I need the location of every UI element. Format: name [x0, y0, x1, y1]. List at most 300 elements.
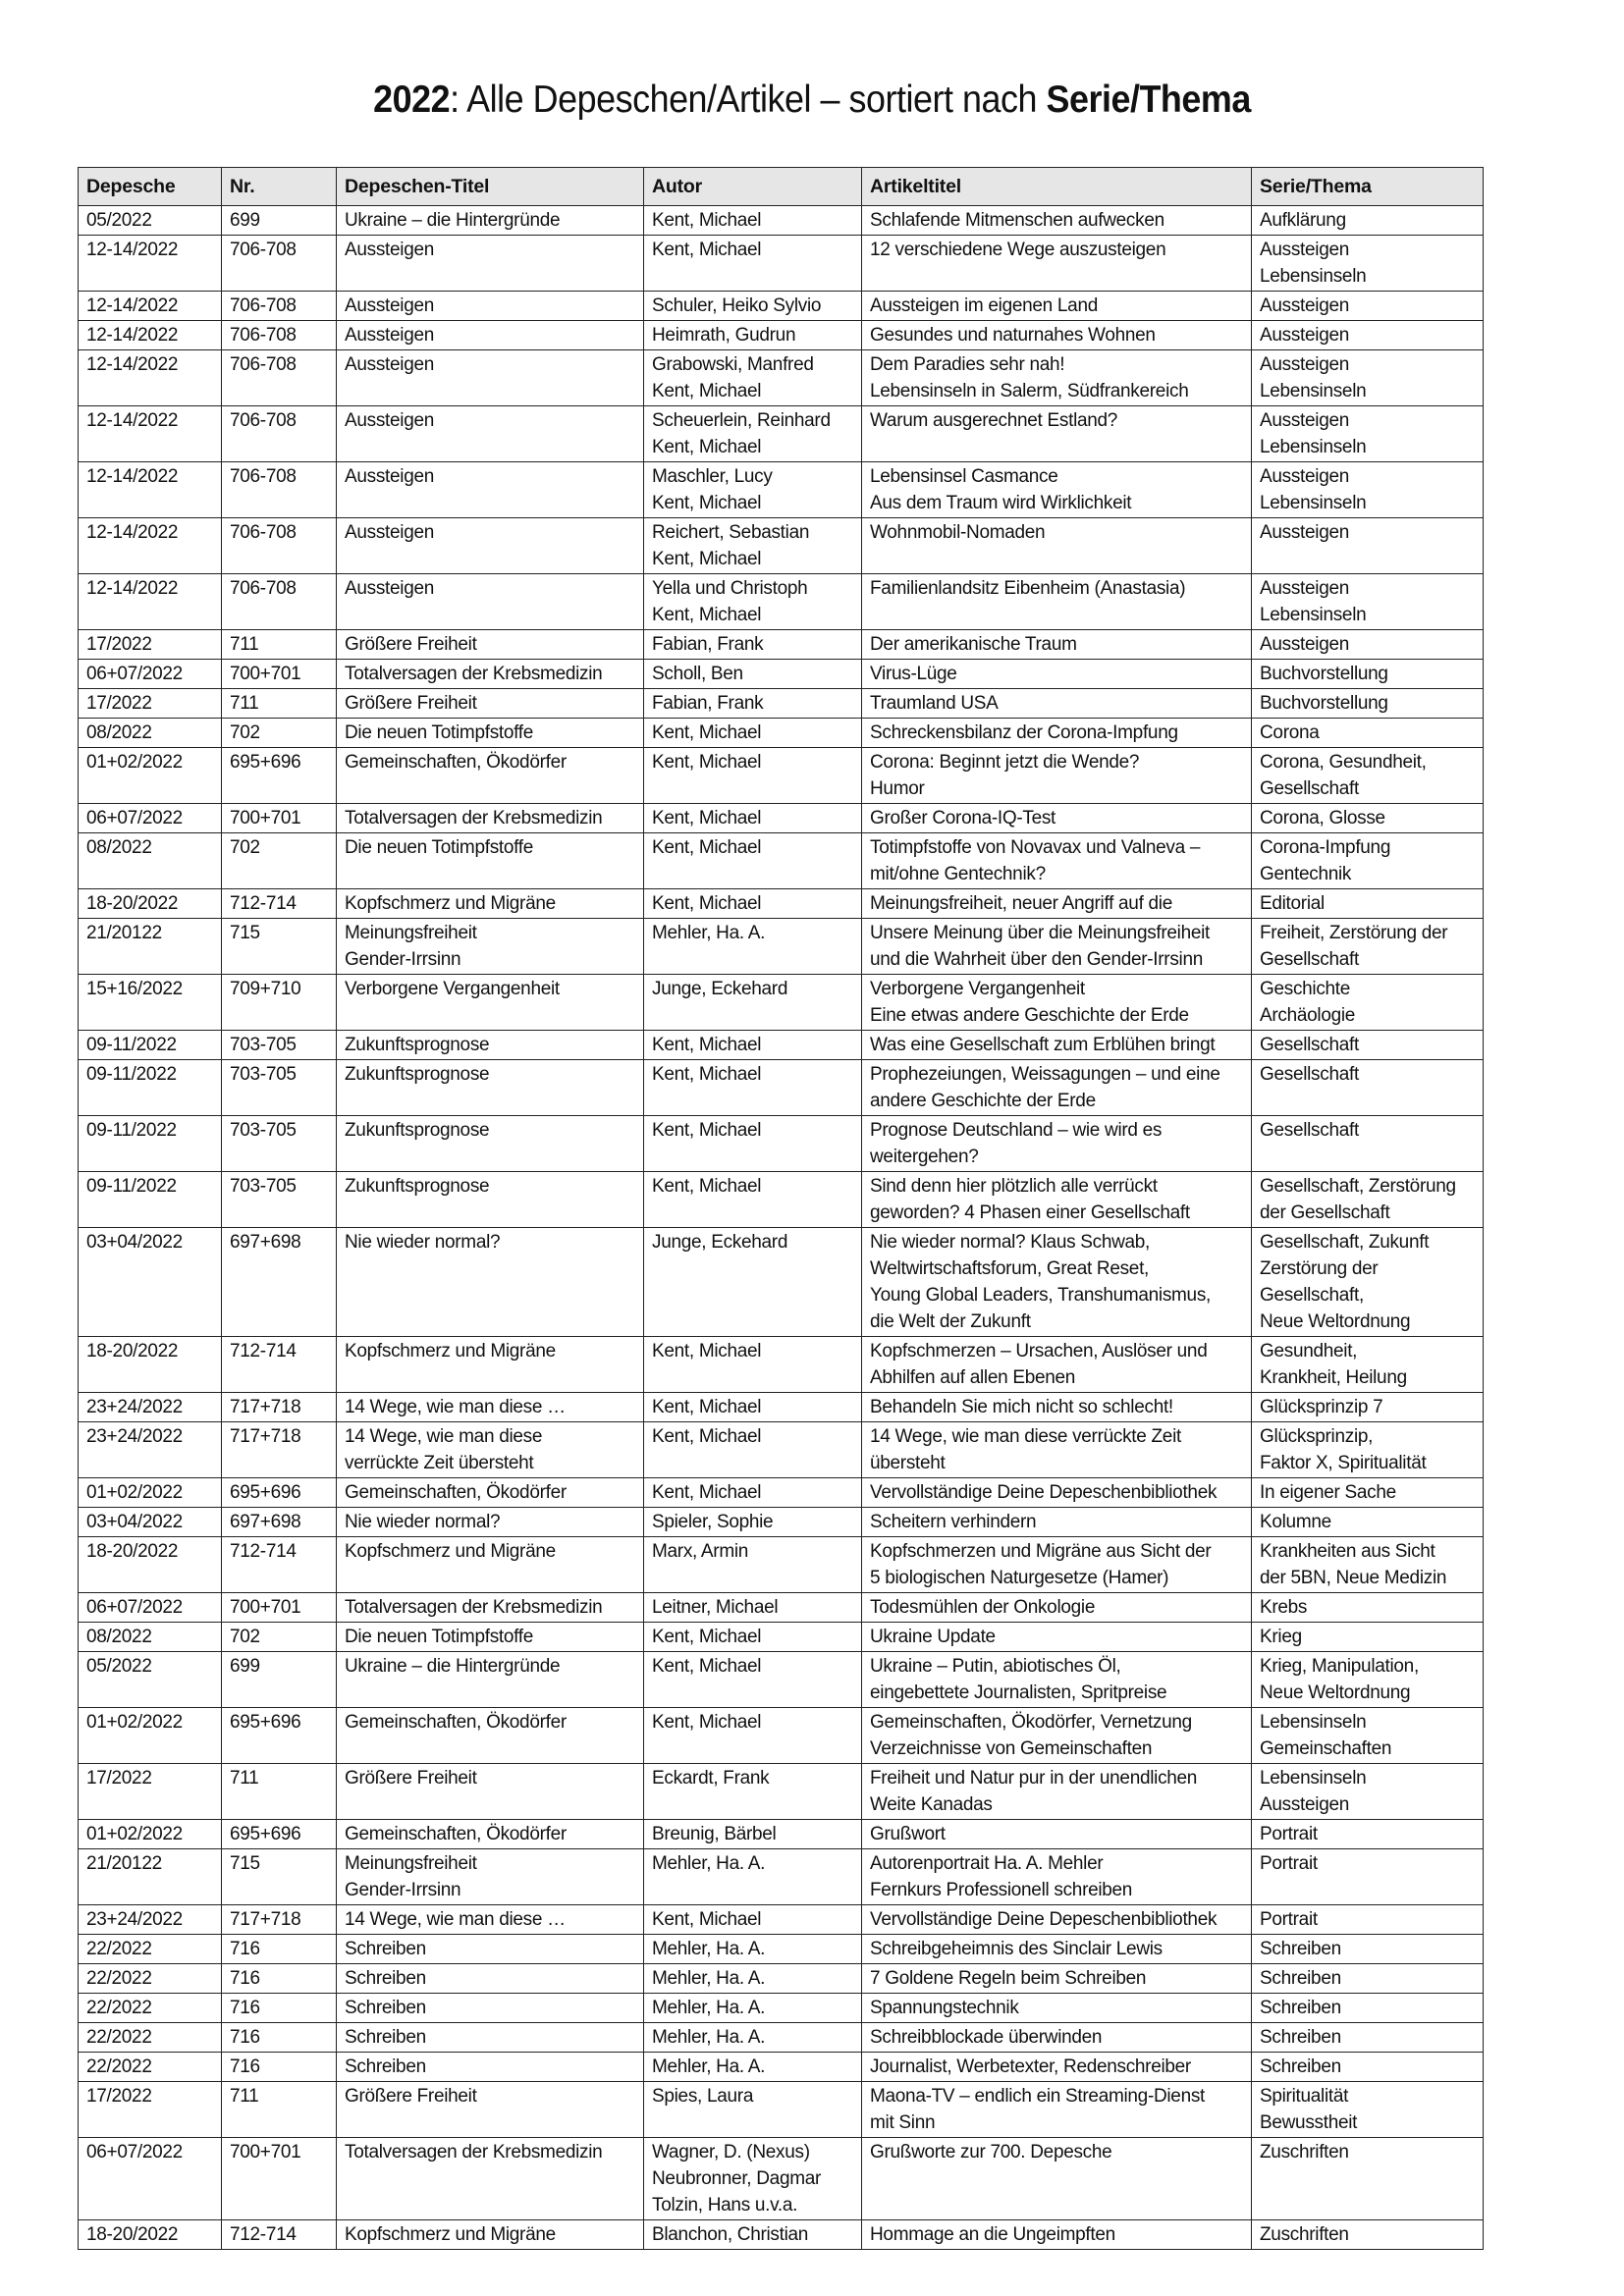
cell-line: 18-20/2022: [86, 1341, 179, 1362]
cell-line: Eine etwas andere Geschichte der Erde: [870, 1005, 1189, 1026]
cell-autor: [644, 1708, 862, 1764]
cell-depesche: [79, 919, 222, 975]
table-row: [79, 1905, 1484, 1935]
cell-depeschen-titel: [337, 689, 644, 719]
cell-line: 716: [230, 1968, 260, 1989]
cell-line: Zuschriften: [1260, 2224, 1349, 2245]
cell-autor: [644, 1849, 862, 1905]
cell-depesche: [79, 1905, 222, 1935]
cell-artikeltitel: [862, 206, 1252, 236]
cell-line: Spies, Laura: [652, 2086, 754, 2107]
table-row: [79, 889, 1484, 919]
cell-line: 12-14/2022: [86, 522, 179, 543]
cell-line: 08/2022: [86, 1627, 152, 1647]
cell-line: Mehler, Ha. A.: [652, 2027, 766, 2048]
cell-serie-thema: [1252, 1393, 1484, 1422]
cell-depeschen-titel: [337, 350, 644, 406]
cell-artikeltitel: [862, 748, 1252, 804]
cell-autor: [644, 1652, 862, 1708]
cell-depesche: [79, 518, 222, 574]
cell-serie-thema: [1252, 1031, 1484, 1060]
cell-line: Editorial: [1260, 893, 1325, 914]
cell-autor: [644, 1393, 862, 1422]
cell-line: Kent, Michael: [652, 1120, 762, 1141]
cell-autor: [644, 1172, 862, 1228]
cell-nr: [222, 1060, 337, 1116]
cell-line: Gesellschaft,: [1260, 1285, 1364, 1306]
cell-line: Schreiben: [1260, 1968, 1341, 1989]
table-row: [79, 2220, 1484, 2250]
cell-line: Kent, Michael: [652, 1035, 762, 1055]
cell-line: Traumland USA: [870, 693, 999, 714]
cell-autor: [644, 719, 862, 748]
cell-artikeltitel: [862, 660, 1252, 689]
cell-line: Schreiben: [345, 2027, 426, 2048]
cell-line: Gemeinschaften, Ökodörfer: [345, 752, 567, 773]
cell-line: 09-11/2022: [86, 1064, 177, 1085]
cell-autor: [644, 919, 862, 975]
cell-line: Gemeinschaften: [1260, 1738, 1392, 1759]
table-header-row: [79, 168, 1484, 206]
cell-nr: [222, 2220, 337, 2250]
cell-line: Gesellschaft: [1260, 1120, 1359, 1141]
cell-autor: [644, 2138, 862, 2220]
cell-depeschen-titel: [337, 1994, 644, 2023]
cell-line: Lebensinseln: [1260, 493, 1367, 513]
table-row: [79, 406, 1484, 462]
title-middle: : Alle Depeschen/Artikel – sortiert nach: [450, 79, 1047, 121]
cell-line: Corona: [1260, 722, 1320, 743]
cell-line: Fernkurs Professionell schreiben: [870, 1880, 1133, 1900]
cell-line: Gesundheit,: [1260, 1341, 1358, 1362]
cell-line: Schreibblockade überwinden: [870, 2027, 1103, 2048]
cell-autor: [644, 1935, 862, 1964]
cell-line: Kent, Michael: [652, 1627, 762, 1647]
cell-autor: [644, 689, 862, 719]
cell-line: mit Sinn: [870, 2112, 936, 2133]
cell-line: Aussteigen: [345, 295, 435, 316]
articles-table: [78, 167, 1484, 2250]
cell-depeschen-titel: [337, 1060, 644, 1116]
cell-depeschen-titel: [337, 1508, 644, 1537]
table-row: [79, 833, 1484, 889]
cell-depesche: [79, 1994, 222, 2023]
cell-line: Breunig, Bärbel: [652, 1824, 777, 1844]
cell-depeschen-titel: [337, 748, 644, 804]
cell-line: Schlafende Mitmenschen aufwecken: [870, 210, 1164, 231]
cell-line: Spiritualität: [1260, 2086, 1349, 2107]
cell-line: Gesellschaft: [1260, 778, 1359, 799]
cell-artikeltitel: [862, 1172, 1252, 1228]
cell-nr: [222, 748, 337, 804]
cell-line: Maschler, Lucy: [652, 466, 773, 487]
cell-depesche: [79, 1228, 222, 1337]
cell-depeschen-titel: [337, 889, 644, 919]
cell-artikeltitel: [862, 919, 1252, 975]
cell-line: Nie wieder normal?: [345, 1512, 501, 1532]
cell-autor: [644, 350, 862, 406]
table-row: [79, 292, 1484, 321]
cell-line: 700+701: [230, 2142, 301, 2163]
cell-line: Glücksprinzip,: [1260, 1426, 1374, 1447]
cell-line: Totalversagen der Krebsmedizin: [345, 664, 603, 684]
cell-line: Grußworte zur 700. Depesche: [870, 2142, 1112, 2163]
cell-line: Kent, Michael: [652, 1426, 762, 1447]
cell-depesche: [79, 1393, 222, 1422]
cell-autor: [644, 1764, 862, 1820]
cell-line: Meinungsfreiheit, neuer Angriff auf die: [870, 893, 1172, 914]
cell-depesche: [79, 1060, 222, 1116]
cell-serie-thema: [1252, 406, 1484, 462]
header-depesche: Depesche: [79, 168, 222, 206]
cell-artikeltitel: [862, 1820, 1252, 1849]
cell-line: Fabian, Frank: [652, 634, 764, 655]
cell-artikeltitel: [862, 2053, 1252, 2082]
cell-line: Größere Freiheit: [345, 1768, 477, 1789]
cell-line: 715: [230, 1853, 260, 1874]
table-row: [79, 1935, 1484, 1964]
cell-serie-thema: [1252, 1508, 1484, 1537]
table-row: [79, 321, 1484, 350]
cell-line: 23+24/2022: [86, 1397, 183, 1417]
cell-line: Gemeinschaften, Ökodörfer: [345, 1712, 567, 1733]
cell-line: 703-705: [230, 1064, 297, 1085]
cell-line: 09-11/2022: [86, 1176, 177, 1197]
cell-autor: [644, 748, 862, 804]
cell-nr: [222, 292, 337, 321]
cell-line: Kent, Michael: [652, 893, 762, 914]
cell-line: Gesellschaft: [1260, 1035, 1359, 1055]
cell-artikeltitel: [862, 1905, 1252, 1935]
cell-serie-thema: [1252, 292, 1484, 321]
cell-line: Lebensinseln in Salerm, Südfrankereich: [870, 381, 1189, 401]
cell-line: Warum ausgerechnet Estland?: [870, 410, 1118, 431]
cell-serie-thema: [1252, 1593, 1484, 1623]
table-row: [79, 1537, 1484, 1593]
cell-line: Archäologie: [1260, 1005, 1356, 1026]
cell-depesche: [79, 804, 222, 833]
cell-line: 703-705: [230, 1176, 297, 1197]
cell-autor: [644, 1228, 862, 1337]
cell-serie-thema: [1252, 804, 1484, 833]
table-row: [79, 1708, 1484, 1764]
cell-artikeltitel: [862, 1393, 1252, 1422]
cell-line: 716: [230, 1998, 260, 2018]
cell-line: 22/2022: [86, 1998, 152, 2018]
cell-line: 22/2022: [86, 1939, 152, 1959]
cell-depeschen-titel: [337, 1422, 644, 1478]
cell-depeschen-titel: [337, 1764, 644, 1820]
cell-artikeltitel: [862, 2220, 1252, 2250]
cell-depeschen-titel: [337, 2023, 644, 2053]
cell-serie-thema: [1252, 1116, 1484, 1172]
cell-line: 17/2022: [86, 634, 152, 655]
cell-line: 717+718: [230, 1909, 301, 1930]
cell-line: Schreiben: [1260, 2027, 1341, 2048]
cell-depesche: [79, 1764, 222, 1820]
table-row: [79, 350, 1484, 406]
cell-line: Gesellschaft: [1260, 1064, 1359, 1085]
table-row: [79, 2082, 1484, 2138]
cell-line: Schreibgeheimnis des Sinclair Lewis: [870, 1939, 1163, 1959]
cell-nr: [222, 1764, 337, 1820]
cell-artikeltitel: [862, 2082, 1252, 2138]
cell-depesche: [79, 630, 222, 660]
cell-nr: [222, 689, 337, 719]
cell-depeschen-titel: [337, 236, 644, 292]
cell-line: Gesellschaft, Zukunft: [1260, 1232, 1430, 1253]
cell-nr: [222, 462, 337, 518]
table-row: [79, 1623, 1484, 1652]
cell-serie-thema: [1252, 1652, 1484, 1708]
cell-line: Gemeinschaften, Ökodörfer: [345, 1482, 567, 1503]
cell-line: Aussteigen im eigenen Land: [870, 295, 1098, 316]
cell-line: Die neuen Totimpfstoffe: [345, 837, 534, 858]
cell-line: Meinungsfreiheit: [345, 923, 477, 943]
cell-line: Corona-Impfung: [1260, 837, 1391, 858]
table-row: [79, 1228, 1484, 1337]
cell-line: Schreiben: [345, 2056, 426, 2077]
cell-line: Leitner, Michael: [652, 1597, 779, 1618]
cell-line: Abhilfen auf allen Ebenen: [870, 1367, 1076, 1388]
table-row: [79, 236, 1484, 292]
table-row: [79, 518, 1484, 574]
cell-line: Maona-TV – endlich ein Streaming-Dienst: [870, 2086, 1206, 2107]
table-row: [79, 1031, 1484, 1060]
table-row: [79, 975, 1484, 1031]
cell-line: Lebensinseln: [1260, 605, 1367, 625]
cell-serie-thema: [1252, 1478, 1484, 1508]
cell-depesche: [79, 1623, 222, 1652]
cell-line: 17/2022: [86, 2086, 152, 2107]
table-row: [79, 2023, 1484, 2053]
cell-artikeltitel: [862, 975, 1252, 1031]
cell-artikeltitel: [862, 1994, 1252, 2023]
cell-line: Totalversagen der Krebsmedizin: [345, 1597, 603, 1618]
cell-line: Kopfschmerz und Migräne: [345, 1541, 556, 1562]
cell-artikeltitel: [862, 406, 1252, 462]
cell-depesche: [79, 406, 222, 462]
cell-nr: [222, 1537, 337, 1593]
cell-artikeltitel: [862, 1764, 1252, 1820]
cell-line: 06+07/2022: [86, 664, 183, 684]
cell-nr: [222, 833, 337, 889]
cell-line: Junge, Eckehard: [652, 979, 788, 999]
cell-nr: [222, 1393, 337, 1422]
cell-line: Größere Freiheit: [345, 634, 477, 655]
cell-line: 22/2022: [86, 2056, 152, 2077]
table-row: [79, 574, 1484, 630]
cell-depeschen-titel: [337, 630, 644, 660]
cell-line: Ukraine – die Hintergründe: [345, 1656, 561, 1677]
header-artikeltitel: Artikeltitel: [862, 168, 1252, 206]
cell-depeschen-titel: [337, 1393, 644, 1422]
cell-line: 706-708: [230, 578, 297, 599]
cell-line: Aussteigen: [1260, 634, 1350, 655]
cell-line: 5 biologischen Naturgesetze (Hamer): [870, 1568, 1169, 1588]
cell-line: 03+04/2022: [86, 1232, 183, 1253]
cell-autor: [644, 1623, 862, 1652]
cell-serie-thema: [1252, 2138, 1484, 2220]
cell-line: 695+696: [230, 1712, 301, 1733]
cell-nr: [222, 1228, 337, 1337]
cell-autor: [644, 1031, 862, 1060]
cell-line: Größere Freiheit: [345, 2086, 477, 2107]
cell-serie-thema: [1252, 1764, 1484, 1820]
cell-serie-thema: [1252, 2023, 1484, 2053]
cell-line: 702: [230, 837, 260, 858]
cell-autor: [644, 1422, 862, 1478]
cell-line: Schreiben: [345, 1998, 426, 2018]
cell-line: 18-20/2022: [86, 2224, 179, 2245]
cell-serie-thema: [1252, 321, 1484, 350]
cell-autor: [644, 2220, 862, 2250]
cell-nr: [222, 1172, 337, 1228]
cell-depesche: [79, 292, 222, 321]
cell-line: Krieg: [1260, 1627, 1302, 1647]
cell-nr: [222, 1478, 337, 1508]
cell-line: 14 Wege, wie man diese verrückte Zeit: [870, 1426, 1181, 1447]
cell-line: Journalist, Werbetexter, Redenschreiber: [870, 2056, 1191, 2077]
cell-depeschen-titel: [337, 2138, 644, 2220]
cell-line: geworden? 4 Phasen einer Gesellschaft: [870, 1202, 1190, 1223]
cell-line: 695+696: [230, 1824, 301, 1844]
cell-line: Vervollständige Deine Depeschenbibliothek: [870, 1482, 1218, 1503]
cell-depesche: [79, 2023, 222, 2053]
cell-depesche: [79, 1422, 222, 1478]
cell-autor: [644, 1537, 862, 1593]
cell-nr: [222, 2082, 337, 2138]
cell-line: Lebensinseln: [1260, 266, 1367, 287]
cell-line: Aussteigen: [345, 354, 435, 375]
cell-line: Weite Kanadas: [870, 1794, 993, 1815]
cell-depeschen-titel: [337, 321, 644, 350]
cell-line: Freiheit, Zerstörung der: [1260, 923, 1448, 943]
cell-nr: [222, 1849, 337, 1905]
table-row: [79, 804, 1484, 833]
cell-nr: [222, 1994, 337, 2023]
cell-nr: [222, 1935, 337, 1964]
header-serie-thema: Serie/Thema: [1252, 168, 1484, 206]
cell-autor: [644, 236, 862, 292]
cell-line: Kent, Michael: [652, 605, 762, 625]
cell-line: Scheitern verhindern: [870, 1512, 1037, 1532]
cell-nr: [222, 2138, 337, 2220]
cell-serie-thema: [1252, 1935, 1484, 1964]
cell-artikeltitel: [862, 1422, 1252, 1478]
cell-line: 706-708: [230, 295, 297, 316]
cell-line: Gesellschaft: [1260, 949, 1359, 970]
cell-line: Glücksprinzip 7: [1260, 1397, 1383, 1417]
cell-depesche: [79, 833, 222, 889]
cell-line: Lebensinseln: [1260, 437, 1367, 457]
cell-line: 12-14/2022: [86, 410, 179, 431]
cell-serie-thema: [1252, 689, 1484, 719]
cell-serie-thema: [1252, 2082, 1484, 2138]
cell-nr: [222, 1964, 337, 1994]
cell-line: Corona: Beginnt jetzt die Wende?: [870, 752, 1140, 773]
cell-depeschen-titel: [337, 833, 644, 889]
cell-serie-thema: [1252, 630, 1484, 660]
cell-depesche: [79, 206, 222, 236]
cell-line: Aussteigen: [345, 466, 435, 487]
cell-nr: [222, 1508, 337, 1537]
cell-depesche: [79, 462, 222, 518]
cell-depesche: [79, 660, 222, 689]
cell-serie-thema: [1252, 574, 1484, 630]
cell-artikeltitel: [862, 2023, 1252, 2053]
cell-line: Schreiben: [345, 1939, 426, 1959]
cell-line: 12-14/2022: [86, 354, 179, 375]
cell-line: Neubronner, Dagmar: [652, 2168, 822, 2189]
cell-line: Faktor X, Spiritualität: [1260, 1453, 1427, 1473]
cell-artikeltitel: [862, 1478, 1252, 1508]
cell-serie-thema: [1252, 660, 1484, 689]
cell-depeschen-titel: [337, 2082, 644, 2138]
cell-depesche: [79, 1820, 222, 1849]
cell-nr: [222, 406, 337, 462]
cell-line: andere Geschichte der Erde: [870, 1091, 1096, 1111]
cell-autor: [644, 630, 862, 660]
cell-nr: [222, 206, 337, 236]
cell-line: Unsere Meinung über die Meinungsfreiheit: [870, 923, 1211, 943]
cell-line: Eckardt, Frank: [652, 1768, 770, 1789]
table-row: [79, 1849, 1484, 1905]
cell-nr: [222, 719, 337, 748]
cell-line: Young Global Leaders, Transhumanismus,: [870, 1285, 1212, 1306]
cell-line: und die Wahrheit über den Gender-Irrsinn: [870, 949, 1203, 970]
cell-line: Aussteigen: [345, 522, 435, 543]
cell-line: 716: [230, 2056, 260, 2077]
cell-line: Nie wieder normal?: [345, 1232, 501, 1253]
cell-line: Gender-Irrsinn: [345, 949, 461, 970]
cell-nr: [222, 1116, 337, 1172]
cell-line: der Gesellschaft: [1260, 1202, 1390, 1223]
cell-autor: [644, 1337, 862, 1393]
cell-line: 23+24/2022: [86, 1426, 183, 1447]
cell-autor: [644, 292, 862, 321]
cell-line: Scheuerlein, Reinhard: [652, 410, 831, 431]
cell-artikeltitel: [862, 292, 1252, 321]
cell-line: 15+16/2022: [86, 979, 183, 999]
table-row: [79, 1964, 1484, 1994]
cell-line: 712-714: [230, 1541, 297, 1562]
cell-serie-thema: [1252, 975, 1484, 1031]
cell-line: 706-708: [230, 325, 297, 346]
cell-artikeltitel: [862, 2138, 1252, 2220]
table-row: [79, 1508, 1484, 1537]
table-row: [79, 1652, 1484, 1708]
cell-line: Behandeln Sie mich nicht so schlecht!: [870, 1397, 1173, 1417]
cell-artikeltitel: [862, 1537, 1252, 1593]
header-nr: Nr.: [222, 168, 337, 206]
cell-depeschen-titel: [337, 1652, 644, 1708]
cell-line: Sind denn hier plötzlich alle verrückt: [870, 1176, 1158, 1197]
cell-depesche: [79, 889, 222, 919]
cell-line: Todesmühlen der Onkologie: [870, 1597, 1096, 1618]
cell-line: 695+696: [230, 752, 301, 773]
cell-line: 01+02/2022: [86, 1712, 183, 1733]
cell-line: Aufklärung: [1260, 210, 1346, 231]
cell-depeschen-titel: [337, 292, 644, 321]
cell-line: übersteht: [870, 1453, 946, 1473]
cell-line: Aussteigen: [1260, 354, 1350, 375]
cell-depesche: [79, 1508, 222, 1537]
cell-serie-thema: [1252, 833, 1484, 889]
cell-line: Kent, Michael: [652, 837, 762, 858]
cell-line: Kent, Michael: [652, 1176, 762, 1197]
table-row: [79, 1337, 1484, 1393]
